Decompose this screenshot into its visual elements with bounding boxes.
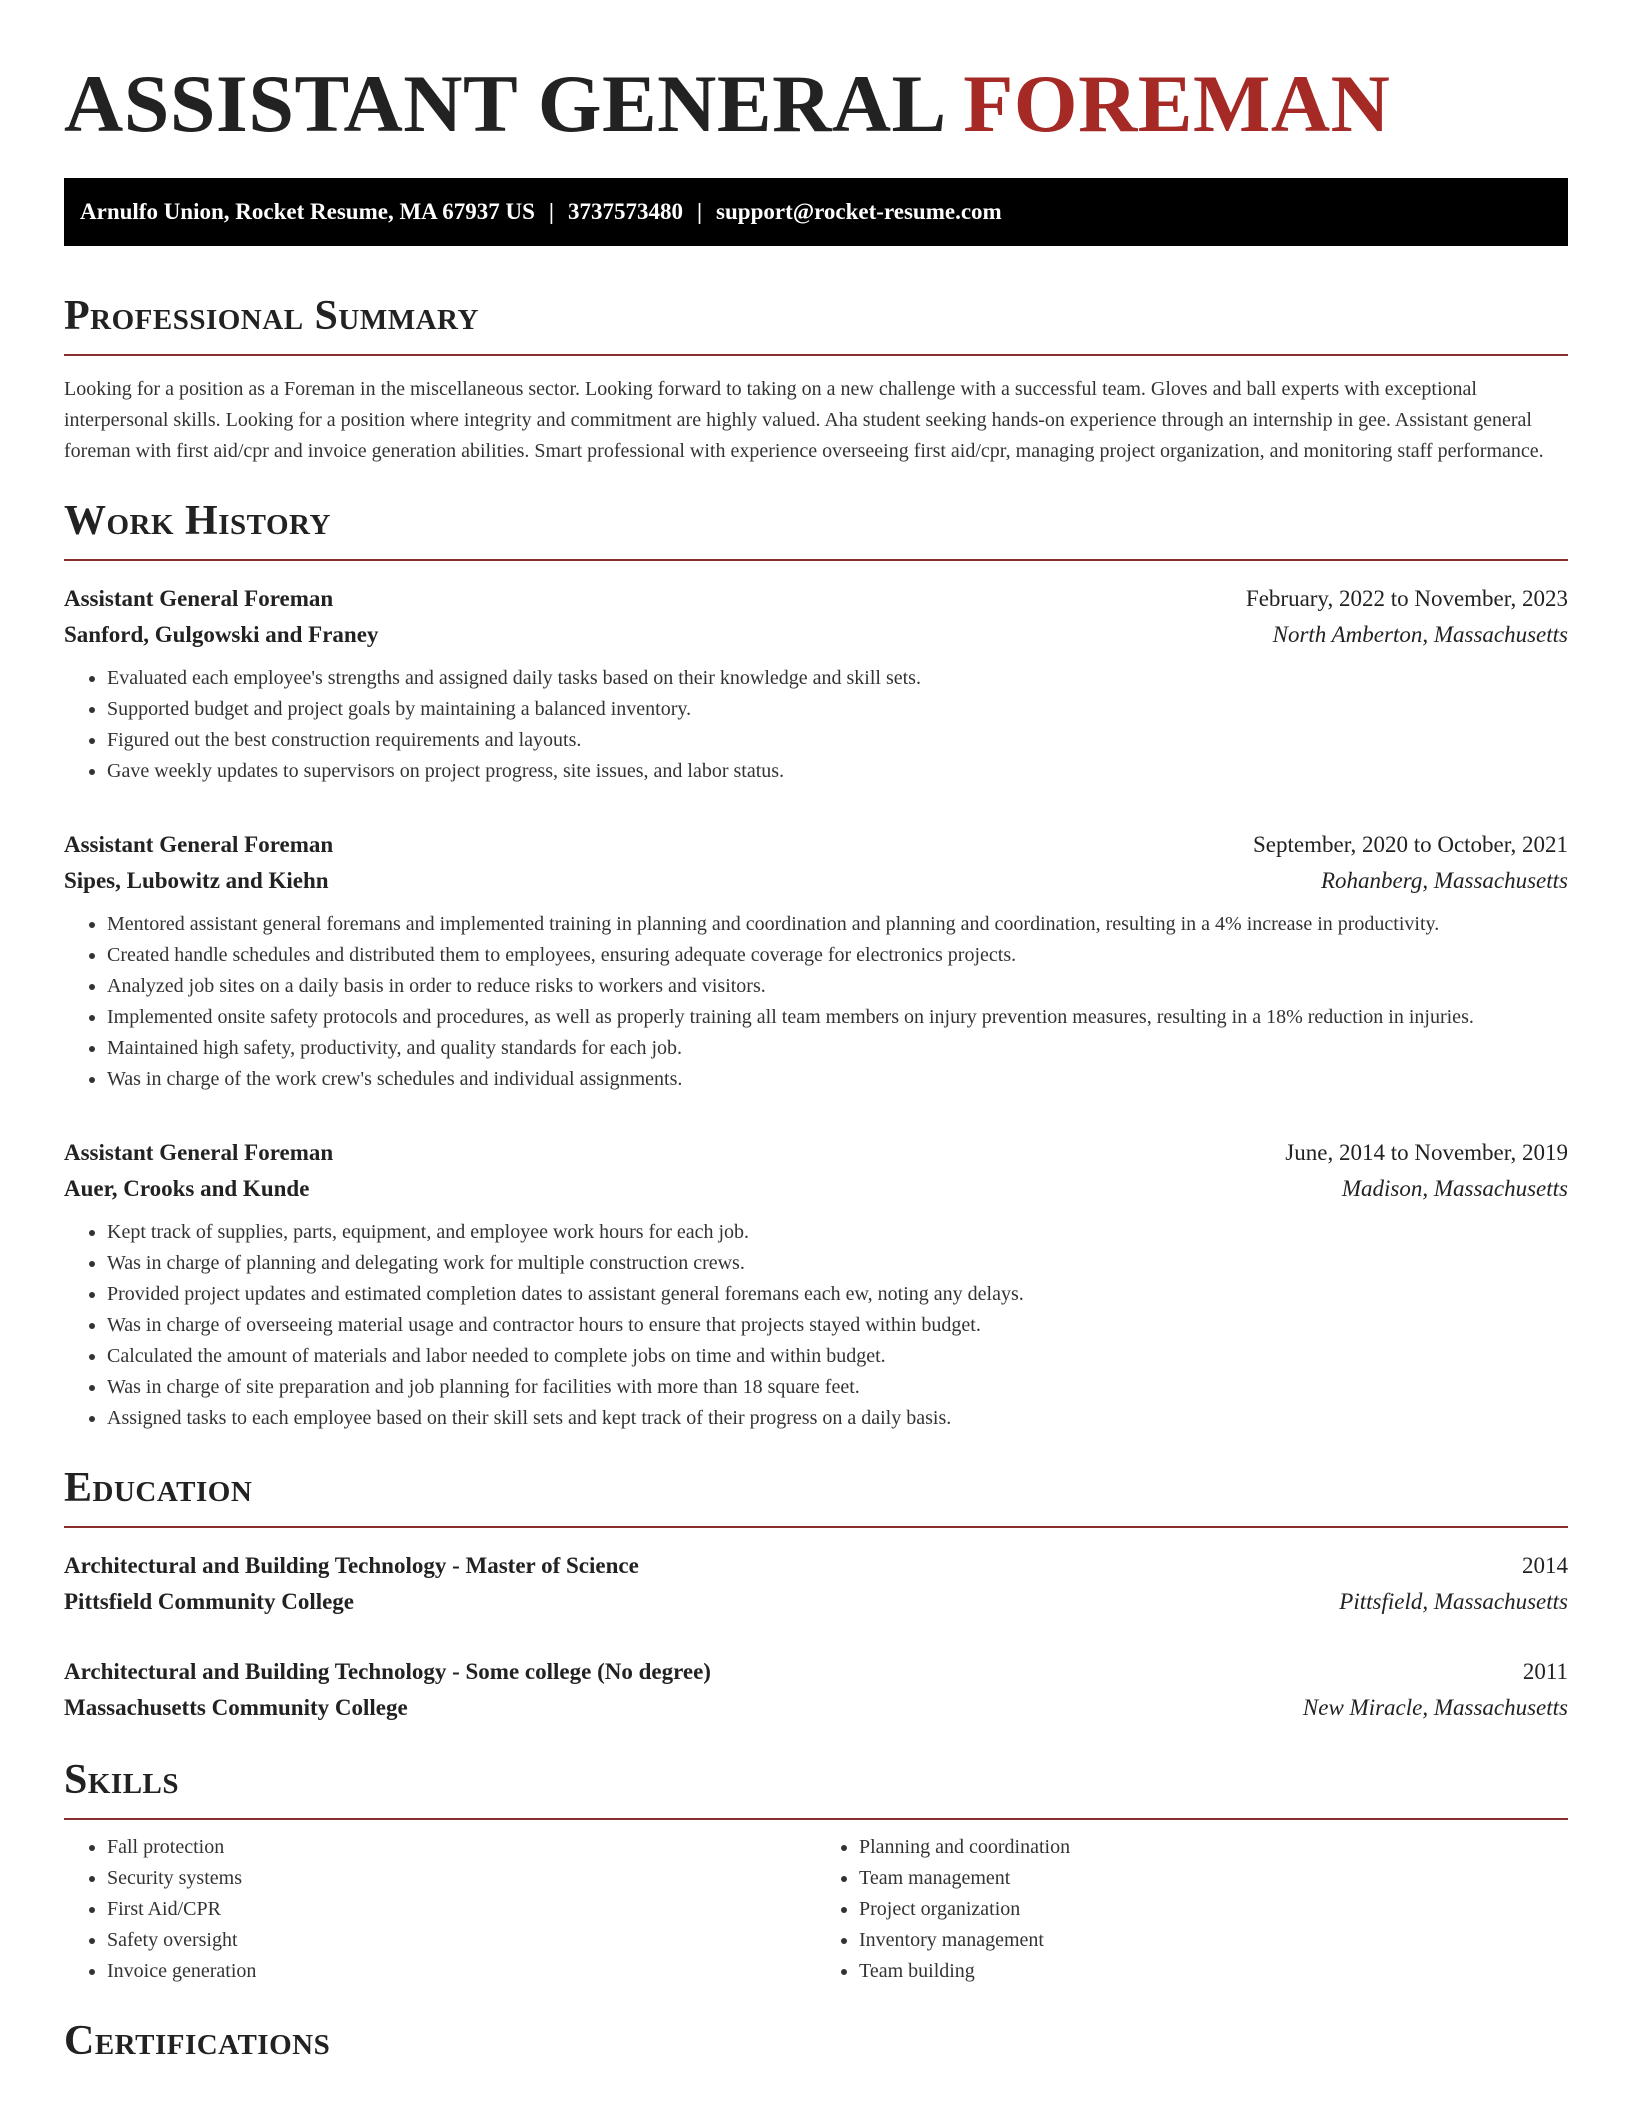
list-item: • Was in charge of planning and delegating work for multiple construction crews. xyxy=(107,1248,1568,1279)
list-item: • Team building xyxy=(859,1956,1568,1987)
list-item: • Evaluated each employee's strengths and assigned daily tasks based on their knowledge and skill sets. xyxy=(107,663,1568,694)
skills-column-right xyxy=(816,1832,1568,1987)
job-bullets xyxy=(64,663,1568,787)
school-name: Pittsfield Community College xyxy=(64,1589,355,1614)
list-item: • Was in charge of overseeing material usage and contractor hours to ensure that projects stayed within budget. xyxy=(107,1310,1568,1341)
education-section xyxy=(64,1462,1568,1726)
section-divider xyxy=(64,559,1568,561)
list-item: • Team management xyxy=(859,1863,1568,1894)
work-entry xyxy=(64,1135,1568,1434)
list-item: • Provided project updates and estimated completion dates to assistant general foremans each ew, noting any delays. xyxy=(107,1279,1568,1310)
list-item: • Inventory management xyxy=(859,1925,1568,1956)
job-title: Assistant General Foreman xyxy=(64,586,334,611)
list-item: • Was in charge of site preparation and job planning for facilities with more than 18 square feet. xyxy=(107,1372,1568,1403)
contact-bar xyxy=(64,178,1568,246)
list-item: • Analyzed job sites on a daily basis in order to reduce risks to workers and visitors. xyxy=(107,971,1568,1002)
section-divider xyxy=(64,1526,1568,1528)
job-location: Madison, Massachusetts xyxy=(1341,1176,1568,1201)
work-entry xyxy=(64,581,1568,787)
title-accent: FOREMAN xyxy=(963,58,1391,149)
degree-name: Architectural and Building Technology - Master of Science xyxy=(64,1553,639,1578)
list-item: • Safety oversight xyxy=(107,1925,816,1956)
resume-title xyxy=(64,0,1568,152)
skills-grid xyxy=(64,1832,1568,1987)
degree-year: 2014 xyxy=(1522,1553,1568,1578)
work-history-heading: Work History xyxy=(64,498,331,544)
list-item: • Mentored assistant general foremans and implemented training in planning and coordination and planning and coordination, resulting in a 4% increase in productivity. xyxy=(107,909,1568,940)
title-main: ASSISTANT GENERAL xyxy=(64,58,943,149)
summary-text: Looking for a position as a Foreman in the miscellaneous sector. Looking forward to taking on a new challenge with a successful team. Gloves and ball experts with exceptional interpersonal skills. Looking for a position where integrity and commitment are highly valued. Aha student seeking hands-on experience through an internship in gee. Assistant general foreman with first aid/cpr and invoice generation abilities. Smart professional with experience overseeing first aid/cpr, managing project organization, and monitoring staff performance. xyxy=(64,378,1544,462)
education-heading: Education xyxy=(64,1465,253,1511)
list-item: • Implemented onsite safety protocols and procedures, as well as properly training all team members on injury prevention measures, resulting in a 18% reduction in injuries. xyxy=(107,1002,1568,1033)
education-entry xyxy=(64,1548,1568,1620)
section-divider xyxy=(64,1818,1568,1820)
work-entry xyxy=(64,827,1568,1095)
contact-phone: 3737573480 xyxy=(567,199,683,224)
list-item: • Project organization xyxy=(859,1894,1568,1925)
list-item: • Fall protection xyxy=(107,1832,816,1863)
certifications-heading: Certifications xyxy=(64,2018,331,2064)
list-item: • Was in charge of the work crew's schedules and individual assignments. xyxy=(107,1064,1568,1095)
contact-separator: | xyxy=(696,199,703,224)
job-dates: June, 2014 to November, 2019 xyxy=(1285,1140,1568,1165)
school-location: New Miracle, Massachusetts xyxy=(1302,1695,1568,1720)
job-bullets xyxy=(64,909,1568,1095)
summary-section xyxy=(64,290,1568,467)
skills-section xyxy=(64,1754,1568,1987)
job-dates: September, 2020 to October, 2021 xyxy=(1253,832,1568,857)
list-item: • Maintained high safety, productivity, and quality standards for each job. xyxy=(107,1033,1568,1064)
job-title: Assistant General Foreman xyxy=(64,832,334,857)
list-item: • Invoice generation xyxy=(107,1956,816,1987)
list-item: • Planning and coordination xyxy=(859,1832,1568,1863)
list-item: • First Aid/CPR xyxy=(107,1894,816,1925)
work-history-section xyxy=(64,495,1568,1434)
school-location: Pittsfield, Massachusetts xyxy=(1339,1589,1568,1614)
job-dates: February, 2022 to November, 2023 xyxy=(1245,586,1568,611)
skills-column-left xyxy=(64,1832,816,1987)
skills-heading: Skills xyxy=(64,1757,180,1803)
degree-name: Architectural and Building Technology - Some college (No degree) xyxy=(64,1659,711,1684)
summary-heading: Professional Summary xyxy=(64,293,479,339)
contact-email: support@rocket-resume.com xyxy=(716,199,1002,224)
job-title: Assistant General Foreman xyxy=(64,1140,334,1165)
list-item: • Assigned tasks to each employee based on their skill sets and kept track of their progress on a daily basis. xyxy=(107,1403,1568,1434)
school-name: Massachusetts Community College xyxy=(64,1695,408,1720)
job-location: North Amberton, Massachusetts xyxy=(1272,622,1568,647)
job-location: Rohanberg, Massachusetts xyxy=(1320,868,1568,893)
education-entry xyxy=(64,1654,1568,1726)
list-item: • Security systems xyxy=(107,1863,816,1894)
company-name: Auer, Crooks and Kunde xyxy=(64,1176,310,1201)
company-name: Sipes, Lubowitz and Kiehn xyxy=(64,868,329,893)
contact-address: Arnulfo Union, Rocket Resume, MA 67937 US xyxy=(80,199,535,224)
list-item: • Supported budget and project goals by maintaining a balanced inventory. xyxy=(107,694,1568,725)
list-item: • Gave weekly updates to supervisors on project progress, site issues, and labor status. xyxy=(107,756,1568,787)
list-item: • Figured out the best construction requirements and layouts. xyxy=(107,725,1568,756)
certifications-section xyxy=(64,2015,1568,2067)
company-name: Sanford, Gulgowski and Franey xyxy=(64,622,379,647)
degree-year: 2011 xyxy=(1522,1659,1568,1684)
list-item: • Created handle schedules and distributed them to employees, ensuring adequate coverage for electronics projects. xyxy=(107,940,1568,971)
list-item: • Calculated the amount of materials and labor needed to complete jobs on time and within budget. xyxy=(107,1341,1568,1372)
job-bullets xyxy=(64,1217,1568,1434)
section-divider xyxy=(64,354,1568,356)
list-item: • Kept track of supplies, parts, equipment, and employee work hours for each job. xyxy=(107,1217,1568,1248)
contact-separator: | xyxy=(548,199,554,224)
